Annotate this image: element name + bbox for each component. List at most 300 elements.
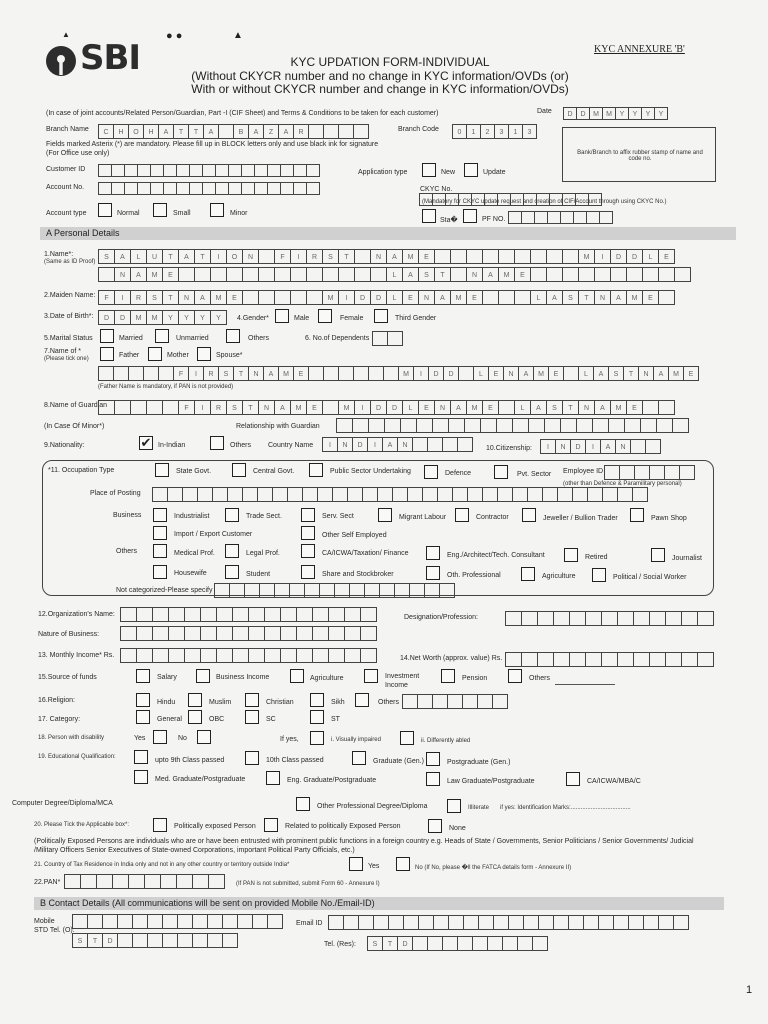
industrialist-checkbox[interactable]: [153, 508, 167, 522]
char-box[interactable]: [218, 124, 234, 139]
char-box[interactable]: [168, 626, 185, 641]
char-box[interactable]: [407, 487, 423, 502]
char-box[interactable]: [124, 182, 138, 195]
char-box[interactable]: [207, 914, 223, 929]
char-box[interactable]: [192, 914, 208, 929]
char-box[interactable]: [665, 652, 682, 667]
char-box[interactable]: [343, 915, 359, 930]
law-grad-checkbox[interactable]: [426, 772, 440, 786]
char-box[interactable]: [349, 583, 365, 598]
branch-name-boxes[interactable]: [98, 124, 368, 139]
char-box[interactable]: [258, 290, 275, 305]
char-box[interactable]: M: [338, 400, 355, 415]
char-box[interactable]: E: [626, 400, 643, 415]
char-box[interactable]: A: [610, 290, 627, 305]
char-box[interactable]: [537, 652, 554, 667]
char-box[interactable]: [306, 267, 323, 282]
char-box[interactable]: [601, 652, 618, 667]
char-box[interactable]: 3: [494, 124, 509, 139]
char-box[interactable]: [387, 331, 403, 346]
spouse-checkbox[interactable]: [197, 347, 211, 361]
char-box[interactable]: [458, 366, 474, 381]
tenth-checkbox[interactable]: [245, 751, 259, 765]
char-box[interactable]: T: [578, 290, 595, 305]
char-box[interactable]: [498, 290, 515, 305]
father-checkbox[interactable]: [100, 347, 114, 361]
char-box[interactable]: [402, 694, 418, 709]
char-box[interactable]: [697, 611, 714, 626]
char-box[interactable]: [394, 583, 410, 598]
marital-others-checkbox[interactable]: [226, 329, 240, 343]
char-box[interactable]: Y: [654, 107, 668, 120]
char-box[interactable]: M: [589, 107, 603, 120]
char-box[interactable]: [214, 583, 230, 598]
char-box[interactable]: T: [434, 267, 451, 282]
central-govt-checkbox[interactable]: [232, 463, 246, 477]
char-box[interactable]: [427, 936, 443, 951]
char-box[interactable]: [467, 487, 483, 502]
char-box[interactable]: T: [162, 249, 179, 264]
char-box[interactable]: D: [576, 107, 590, 120]
serv-sect-checkbox[interactable]: [301, 508, 315, 522]
pension-checkbox[interactable]: [441, 669, 455, 683]
char-box[interactable]: T: [382, 936, 398, 951]
char-box[interactable]: E: [658, 249, 675, 264]
char-box[interactable]: [189, 164, 203, 177]
char-box[interactable]: [328, 626, 345, 641]
investment-checkbox[interactable]: [364, 669, 378, 683]
designation-boxes[interactable]: [505, 611, 713, 626]
char-box[interactable]: M: [450, 290, 467, 305]
char-box[interactable]: [317, 487, 333, 502]
dependents-boxes[interactable]: [372, 331, 402, 346]
other-prof-degree-checkbox[interactable]: [296, 797, 310, 811]
psu-checkbox[interactable]: [309, 463, 323, 477]
char-box[interactable]: [227, 487, 243, 502]
char-box[interactable]: [409, 583, 425, 598]
char-box[interactable]: [562, 267, 579, 282]
char-box[interactable]: [259, 583, 275, 598]
third-gender-checkbox[interactable]: [374, 309, 388, 323]
char-box[interactable]: [248, 648, 265, 663]
char-box[interactable]: [152, 648, 169, 663]
char-box[interactable]: [136, 626, 153, 641]
char-box[interactable]: M: [498, 267, 515, 282]
char-box[interactable]: [216, 607, 233, 622]
char-box[interactable]: [132, 933, 148, 948]
char-box[interactable]: M: [210, 290, 227, 305]
char-box[interactable]: R: [293, 124, 309, 139]
char-box[interactable]: [478, 915, 494, 930]
char-box[interactable]: [649, 652, 666, 667]
char-box[interactable]: [258, 267, 275, 282]
char-box[interactable]: N: [638, 366, 654, 381]
char-box[interactable]: [228, 182, 242, 195]
char-box[interactable]: I: [290, 249, 307, 264]
char-box[interactable]: E: [418, 249, 435, 264]
char-box[interactable]: M: [626, 290, 643, 305]
char-box[interactable]: [226, 267, 243, 282]
char-box[interactable]: A: [434, 290, 451, 305]
char-box[interactable]: [344, 607, 361, 622]
char-box[interactable]: [258, 249, 275, 264]
char-box[interactable]: [241, 164, 255, 177]
char-box[interactable]: [568, 915, 584, 930]
char-box[interactable]: L: [514, 400, 531, 415]
char-box[interactable]: [112, 874, 129, 889]
char-box[interactable]: [150, 182, 164, 195]
relative-name-row-1[interactable]: [98, 366, 698, 381]
char-box[interactable]: [152, 487, 168, 502]
char-box[interactable]: [347, 487, 363, 502]
relationship-guardian-boxes[interactable]: [336, 418, 688, 433]
char-box[interactable]: [585, 652, 602, 667]
char-box[interactable]: [656, 418, 673, 433]
char-box[interactable]: F: [98, 290, 115, 305]
char-box[interactable]: A: [653, 366, 669, 381]
char-box[interactable]: A: [530, 400, 547, 415]
char-box[interactable]: [184, 626, 201, 641]
char-box[interactable]: [599, 211, 613, 224]
char-box[interactable]: [517, 936, 533, 951]
std-tel-boxes[interactable]: [72, 933, 237, 948]
char-box[interactable]: [267, 914, 283, 929]
char-box[interactable]: [215, 164, 229, 177]
housewife-checkbox[interactable]: [153, 565, 167, 579]
retired-checkbox[interactable]: [564, 548, 578, 562]
char-box[interactable]: [287, 487, 303, 502]
char-box[interactable]: [578, 267, 595, 282]
char-box[interactable]: D: [354, 290, 371, 305]
char-box[interactable]: L: [642, 249, 659, 264]
char-box[interactable]: [512, 487, 528, 502]
char-box[interactable]: Y: [194, 310, 211, 325]
legal-checkbox[interactable]: [225, 544, 239, 558]
char-box[interactable]: M: [278, 366, 294, 381]
char-box[interactable]: [332, 487, 348, 502]
char-box[interactable]: S: [98, 249, 115, 264]
char-box[interactable]: [416, 418, 433, 433]
char-box[interactable]: R: [130, 290, 147, 305]
char-box[interactable]: E: [514, 267, 531, 282]
graduate-checkbox[interactable]: [352, 751, 366, 765]
char-box[interactable]: [642, 400, 659, 415]
char-box[interactable]: N: [594, 290, 611, 305]
char-box[interactable]: Y: [615, 107, 629, 120]
char-box[interactable]: N: [578, 400, 595, 415]
char-box[interactable]: I: [354, 400, 371, 415]
char-box[interactable]: [152, 626, 169, 641]
char-box[interactable]: E: [418, 400, 435, 415]
mobile-boxes[interactable]: [72, 914, 282, 929]
char-box[interactable]: [628, 915, 644, 930]
char-box[interactable]: [146, 400, 163, 415]
char-box[interactable]: [98, 182, 112, 195]
char-box[interactable]: [427, 437, 443, 452]
char-box[interactable]: E: [548, 366, 564, 381]
char-box[interactable]: [583, 915, 599, 930]
female-checkbox[interactable]: [318, 309, 332, 323]
char-box[interactable]: Y: [178, 310, 195, 325]
char-box[interactable]: [364, 583, 380, 598]
char-box[interactable]: E: [162, 267, 179, 282]
journalist-checkbox[interactable]: [651, 548, 665, 562]
char-box[interactable]: [280, 626, 297, 641]
char-box[interactable]: [383, 366, 399, 381]
char-box[interactable]: [241, 182, 255, 195]
char-box[interactable]: [264, 607, 281, 622]
char-box[interactable]: [274, 267, 291, 282]
char-box[interactable]: [248, 607, 265, 622]
char-box[interactable]: [216, 648, 233, 663]
char-box[interactable]: [178, 267, 195, 282]
char-box[interactable]: A: [386, 249, 403, 264]
char-box[interactable]: [237, 914, 253, 929]
char-box[interactable]: [384, 418, 401, 433]
char-box[interactable]: [296, 626, 313, 641]
other-self-checkbox[interactable]: [301, 526, 315, 540]
char-box[interactable]: Y: [162, 310, 179, 325]
char-box[interactable]: D: [626, 249, 643, 264]
char-box[interactable]: R: [306, 249, 323, 264]
contractor-checkbox[interactable]: [455, 508, 469, 522]
char-box[interactable]: [200, 648, 217, 663]
char-box[interactable]: [163, 164, 177, 177]
char-box[interactable]: O: [128, 124, 144, 139]
char-box[interactable]: N: [434, 400, 451, 415]
jeweller-checkbox[interactable]: [522, 508, 536, 522]
char-box[interactable]: [229, 583, 245, 598]
muslim-checkbox[interactable]: [188, 693, 202, 707]
char-box[interactable]: [312, 607, 329, 622]
nationality-others-checkbox[interactable]: [210, 436, 224, 450]
char-box[interactable]: [338, 124, 354, 139]
char-box[interactable]: [338, 366, 354, 381]
minor-checkbox[interactable]: [210, 203, 224, 217]
char-box[interactable]: A: [203, 124, 219, 139]
char-box[interactable]: [450, 267, 467, 282]
update-checkbox[interactable]: [464, 163, 478, 177]
char-box[interactable]: [553, 611, 570, 626]
char-box[interactable]: [602, 487, 618, 502]
char-box[interactable]: [132, 914, 148, 929]
char-box[interactable]: Z: [263, 124, 279, 139]
pf-checkbox[interactable]: [463, 209, 477, 223]
obc-checkbox[interactable]: [188, 710, 202, 724]
name-row-1[interactable]: [98, 249, 674, 264]
place-of-posting-boxes[interactable]: [152, 487, 647, 502]
char-box[interactable]: M: [610, 400, 627, 415]
char-box[interactable]: [274, 290, 291, 305]
char-box[interactable]: A: [158, 124, 174, 139]
business-income-checkbox[interactable]: [196, 669, 210, 683]
char-box[interactable]: L: [578, 366, 594, 381]
char-box[interactable]: N: [258, 400, 275, 415]
related-pep-checkbox[interactable]: [264, 818, 278, 832]
char-box[interactable]: [264, 648, 281, 663]
char-box[interactable]: [344, 626, 361, 641]
char-box[interactable]: [312, 648, 329, 663]
char-box[interactable]: [572, 487, 588, 502]
char-box[interactable]: [585, 611, 602, 626]
char-box[interactable]: [267, 182, 281, 195]
char-box[interactable]: M: [402, 249, 419, 264]
char-box[interactable]: E: [402, 290, 419, 305]
char-box[interactable]: [640, 418, 657, 433]
char-box[interactable]: [98, 400, 115, 415]
char-box[interactable]: [222, 914, 238, 929]
char-box[interactable]: [162, 933, 178, 948]
illiterate-checkbox[interactable]: [447, 799, 461, 813]
char-box[interactable]: [452, 487, 468, 502]
char-box[interactable]: [306, 164, 320, 177]
char-box[interactable]: [505, 652, 522, 667]
char-box[interactable]: M: [146, 267, 163, 282]
char-box[interactable]: [448, 915, 464, 930]
char-box[interactable]: [464, 418, 481, 433]
char-box[interactable]: [212, 487, 228, 502]
medical-checkbox[interactable]: [153, 544, 167, 558]
char-box[interactable]: [576, 418, 593, 433]
char-box[interactable]: [592, 418, 609, 433]
char-box[interactable]: S: [146, 290, 163, 305]
normal-checkbox[interactable]: [98, 203, 112, 217]
char-box[interactable]: [306, 182, 320, 195]
char-box[interactable]: [388, 915, 404, 930]
char-box[interactable]: [448, 418, 465, 433]
char-box[interactable]: [432, 418, 449, 433]
char-box[interactable]: 1: [466, 124, 481, 139]
char-box[interactable]: [674, 267, 691, 282]
char-box[interactable]: H: [113, 124, 129, 139]
char-box[interactable]: M: [130, 310, 147, 325]
char-box[interactable]: [560, 211, 574, 224]
char-box[interactable]: H: [143, 124, 159, 139]
char-box[interactable]: [534, 211, 548, 224]
char-box[interactable]: E: [466, 290, 483, 305]
char-box[interactable]: S: [367, 936, 383, 951]
char-box[interactable]: [487, 936, 503, 951]
char-box[interactable]: [412, 936, 428, 951]
char-box[interactable]: [319, 583, 335, 598]
char-box[interactable]: [242, 290, 259, 305]
char-box[interactable]: S: [72, 933, 88, 948]
char-box[interactable]: [370, 267, 387, 282]
char-box[interactable]: [417, 694, 433, 709]
char-box[interactable]: [137, 164, 151, 177]
char-box[interactable]: [150, 164, 164, 177]
char-box[interactable]: [439, 583, 455, 598]
char-box[interactable]: L: [530, 290, 547, 305]
agriculture-fund-checkbox[interactable]: [290, 669, 304, 683]
char-box[interactable]: [323, 124, 339, 139]
char-box[interactable]: [546, 267, 563, 282]
char-box[interactable]: N: [248, 366, 264, 381]
char-box[interactable]: [360, 648, 377, 663]
char-box[interactable]: [328, 607, 345, 622]
upto9-checkbox[interactable]: [134, 750, 148, 764]
char-box[interactable]: [162, 914, 178, 929]
char-box[interactable]: [412, 437, 428, 452]
char-box[interactable]: L: [386, 267, 403, 282]
char-box[interactable]: [117, 914, 133, 929]
char-box[interactable]: [643, 915, 659, 930]
char-box[interactable]: [232, 607, 249, 622]
char-box[interactable]: S: [562, 290, 579, 305]
char-box[interactable]: [210, 267, 227, 282]
char-box[interactable]: [293, 164, 307, 177]
char-box[interactable]: A: [482, 267, 499, 282]
char-box[interactable]: I: [594, 249, 611, 264]
char-box[interactable]: [111, 164, 125, 177]
char-box[interactable]: [87, 914, 103, 929]
dob-boxes[interactable]: [98, 310, 226, 325]
char-box[interactable]: [482, 487, 498, 502]
char-box[interactable]: [162, 400, 179, 415]
char-box[interactable]: [542, 487, 558, 502]
char-box[interactable]: [658, 290, 675, 305]
char-box[interactable]: F: [173, 366, 189, 381]
char-box[interactable]: I: [338, 290, 355, 305]
char-box[interactable]: [202, 182, 216, 195]
char-box[interactable]: [658, 915, 674, 930]
char-box[interactable]: [207, 933, 223, 948]
char-box[interactable]: [254, 164, 268, 177]
guardian-row[interactable]: [98, 400, 674, 415]
char-box[interactable]: T: [162, 290, 179, 305]
char-box[interactable]: [136, 607, 153, 622]
account-no-boxes[interactable]: [98, 182, 319, 195]
char-box[interactable]: [158, 366, 174, 381]
char-box[interactable]: [168, 607, 185, 622]
char-box[interactable]: D: [370, 400, 387, 415]
char-box[interactable]: [222, 933, 238, 948]
char-box[interactable]: [200, 607, 217, 622]
char-box[interactable]: T: [173, 124, 189, 139]
char-box[interactable]: [113, 366, 129, 381]
char-box[interactable]: [120, 626, 137, 641]
country-name-boxes[interactable]: [322, 437, 472, 452]
char-box[interactable]: [514, 290, 531, 305]
char-box[interactable]: [177, 914, 193, 929]
char-box[interactable]: [289, 583, 305, 598]
char-box[interactable]: [296, 648, 313, 663]
char-box[interactable]: I: [322, 437, 338, 452]
char-box[interactable]: N: [466, 267, 483, 282]
char-box[interactable]: [308, 366, 324, 381]
char-box[interactable]: [523, 915, 539, 930]
char-box[interactable]: D: [386, 400, 403, 415]
char-box[interactable]: [400, 418, 417, 433]
char-box[interactable]: [673, 915, 689, 930]
char-box[interactable]: I: [413, 366, 429, 381]
char-box[interactable]: I: [194, 400, 211, 415]
char-box[interactable]: [450, 249, 467, 264]
char-box[interactable]: [604, 465, 620, 480]
char-box[interactable]: [267, 164, 281, 177]
char-box[interactable]: [442, 936, 458, 951]
char-box[interactable]: [462, 694, 478, 709]
char-box[interactable]: [546, 249, 563, 264]
char-box[interactable]: [562, 249, 579, 264]
char-box[interactable]: [353, 366, 369, 381]
char-box[interactable]: [344, 648, 361, 663]
fund-others-line[interactable]: [555, 684, 615, 685]
char-box[interactable]: [232, 648, 249, 663]
org-name-boxes[interactable]: [120, 607, 376, 622]
char-box[interactable]: [72, 914, 88, 929]
char-box[interactable]: [322, 400, 339, 415]
